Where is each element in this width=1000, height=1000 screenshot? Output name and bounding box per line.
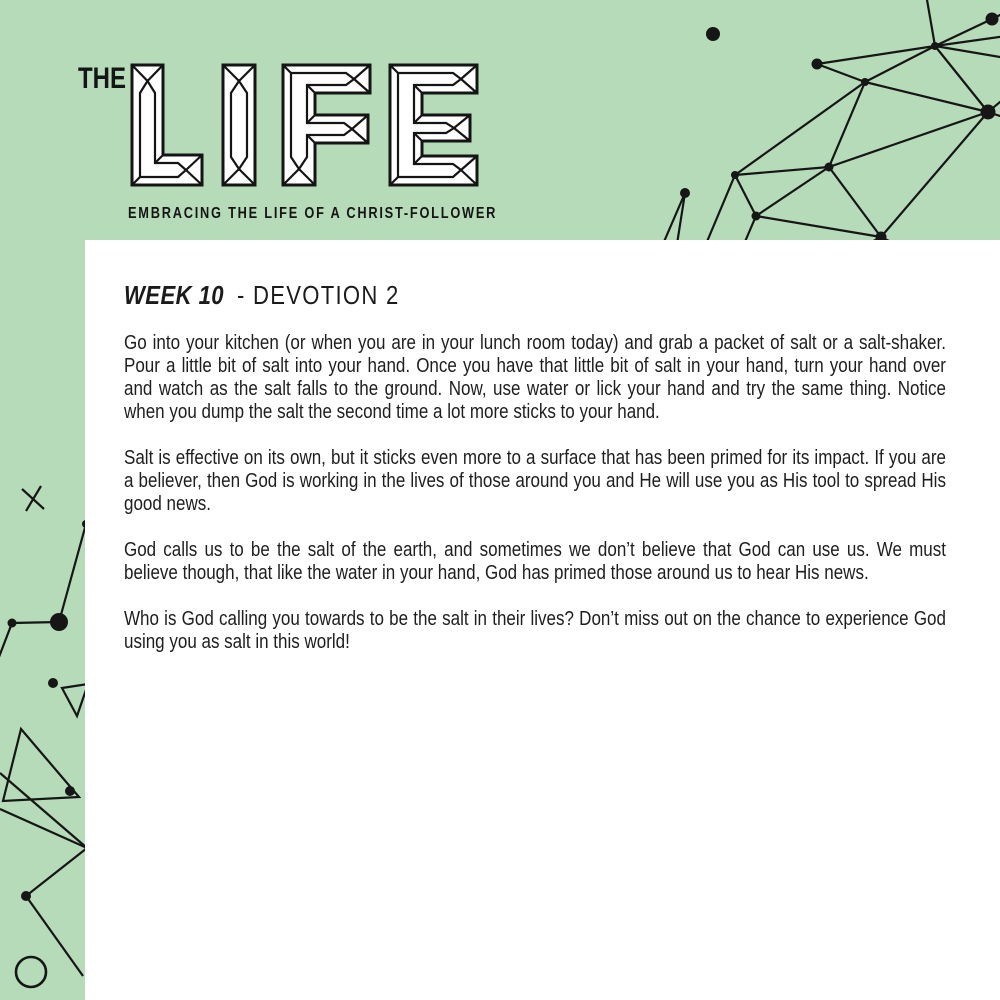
- logo-letter-e: [390, 65, 477, 185]
- devotion-paragraph: Salt is effective on its own, but it sticks even more to a surface that has been primed for its impact. If you are a believer, then God is working in the lives of those around you and He will use you as His tool to spread His good news.: [124, 447, 946, 515]
- devotion-paragraph: Who is God calling you towards to be the salt in their lives? Don’t miss out on the chance to experience God using you as salt in this world!: [124, 608, 946, 653]
- life-logo: [0, 0, 1000, 240]
- logo-letter-l: [132, 65, 202, 185]
- logo-letter-f: [283, 65, 370, 185]
- constellation-bottom-left: [0, 486, 90, 987]
- devotion-content: [124, 282, 946, 677]
- devotion-paragraphs: [124, 332, 946, 654]
- logo-letter-i: [223, 65, 255, 185]
- logo-the-text: THE: [78, 62, 126, 95]
- content-card: [85, 240, 1000, 1000]
- devotion-paragraph: God calls us to be the salt of the earth, and sometimes we don’t believe that God can use us. We must believe though, that like the water in your hand, God has primed those around us to hear His news.: [124, 539, 946, 584]
- devotion-label: - DEVOTION 2: [236, 280, 400, 310]
- week-label: WEEK 10: [124, 280, 225, 310]
- page-title: [124, 282, 946, 308]
- logo-tagline: EMBRACING THE LIFE OF A CHRIST-FOLLOWER: [128, 205, 498, 222]
- devotion-paragraph: Go into your kitchen (or when you are in your lunch room today) and grab a packet of salt or a salt-shaker. Pour a little bit of salt into your hand. Once you have that little bit of salt in your hand, turn your hand over and watch as the salt falls to the ground. Now, use water or lick your hand and try the same thing. Notice when you dump the salt the second time a lot more sticks to your hand.: [124, 332, 946, 423]
